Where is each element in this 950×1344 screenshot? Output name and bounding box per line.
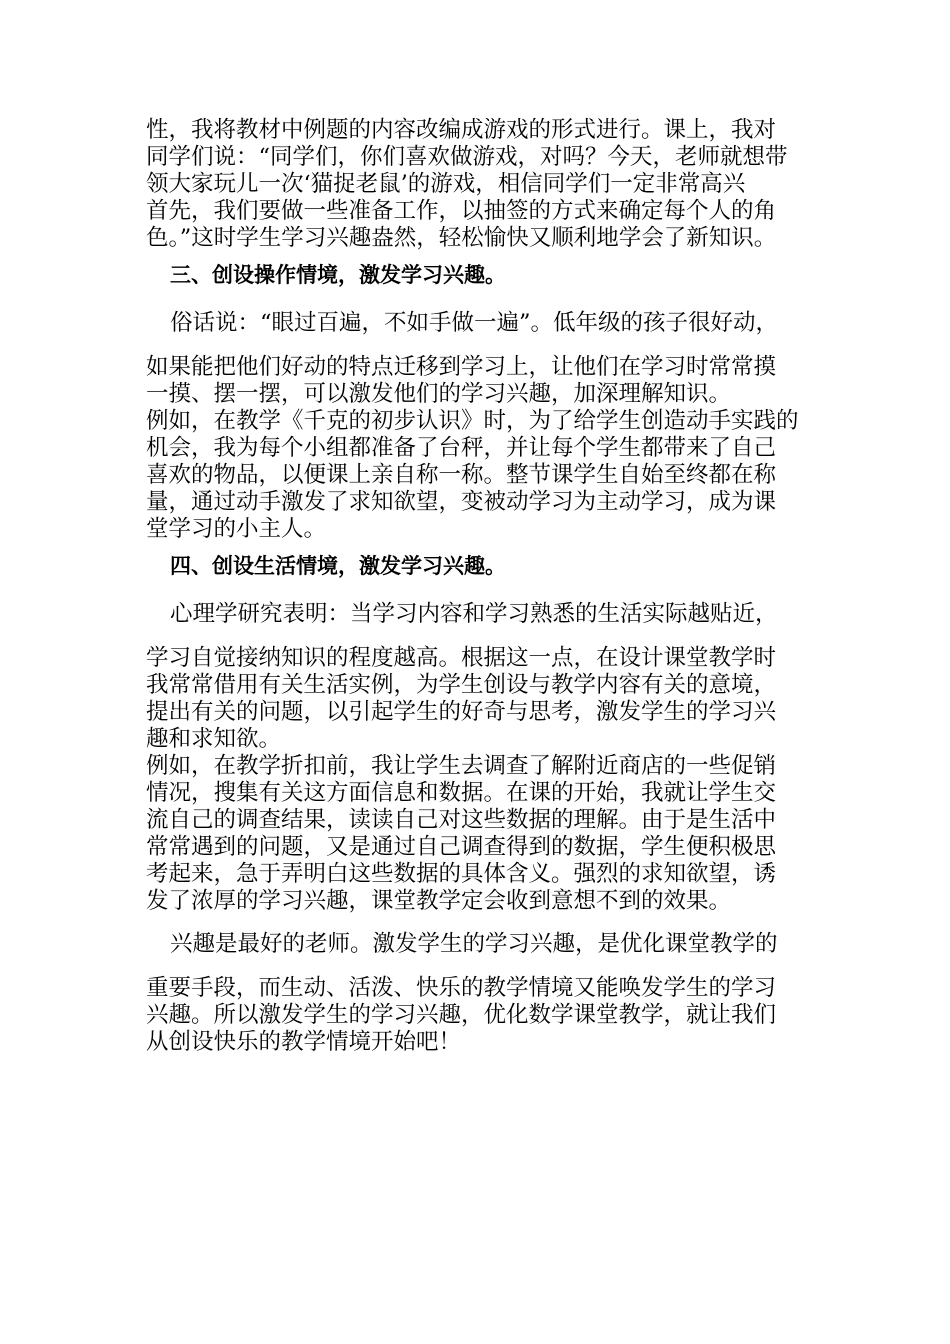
text-line: 从创设快乐的教学情境开始吧！ bbox=[146, 1029, 462, 1055]
text-line: 情况，搜集有关这方面信息和数据。在课的开始，我就让学生交 bbox=[146, 780, 777, 806]
text-line: 流自己的调查结果，读读自己对这些数据的理解。由于是生活中 bbox=[146, 807, 777, 833]
paragraph-continued bbox=[146, 117, 826, 252]
text-line: 喜欢的物品，以便课上亲自称一称。整节课学生自始至终都在称 bbox=[146, 462, 777, 488]
text-line: 我常常借用有关生活实例，为学生创设与教学内容有关的意境， bbox=[146, 672, 777, 698]
text-line: 趣和求知欲。 bbox=[146, 726, 282, 752]
paragraph-first-line: 兴趣是最好的老师。激发学生的学习兴趣，是优化课堂教学的 bbox=[170, 931, 778, 957]
text-line: 机会，我为每个小组都准备了台秤，并让每个学生都带来了自己 bbox=[146, 435, 777, 461]
text-line: 学习自觉接纳知识的程度越高。根据这一点，在设计课堂教学时 bbox=[146, 645, 777, 671]
paragraph-first-line: 俗话说：“眼过百遍，不如手做一遍”。低年级的孩子很好动， bbox=[170, 310, 779, 336]
text-line: 重要手段，而生动、活泼、快乐的教学情境又能唤发学生的学习 bbox=[146, 975, 777, 1001]
text-line: 发了浓厚的学习兴趣，课堂教学定会收到意想不到的效果。 bbox=[146, 888, 732, 914]
section-heading-3: 三、创设操作情境，激发学习兴趣。 bbox=[170, 263, 506, 287]
text-line: 堂学习的小主人。 bbox=[146, 516, 327, 542]
text-line: 量，通过动手激发了求知欲望，变被动学习为主动学习，成为课 bbox=[146, 489, 777, 515]
document-body bbox=[146, 117, 826, 1056]
section-3-paragraph bbox=[146, 310, 826, 543]
text-line: 同学们说：“同学们，你们喜欢做游戏，对吗？今天，老师就想带 bbox=[146, 144, 788, 170]
section-4-paragraph bbox=[146, 601, 826, 915]
text-line: 如果能把他们好动的特点迁移到学习上，让他们在学习时常常摸 bbox=[146, 354, 777, 380]
text-line: 一摸、摆一摆，可以激发他们的学习兴趣，加深理解知识。 bbox=[146, 381, 732, 407]
text-line: 性，我将教材中例题的内容改编成游戏的形式进行。课上，我对 bbox=[146, 117, 777, 143]
section-heading-4: 四、创设生活情境，激发学习兴趣。 bbox=[170, 554, 506, 578]
text-line: 常常遇到的问题，又是通过自己调查得到的数据，学生便积极思 bbox=[146, 834, 777, 860]
text-line: 首先，我们要做一些准备工作，以抽签的方式来确定每个人的角 bbox=[146, 198, 777, 224]
text-line: 提出有关的问题，以引起学生的好奇与思考，激发学生的学习兴 bbox=[146, 699, 777, 725]
text-line: 领大家玩儿一次‘猫捉老鼠’的游戏，相信同学们一定非常高兴 bbox=[146, 171, 746, 197]
text-line: 兴趣。所以激发学生的学习兴趣，优化数学课堂教学，就让我们 bbox=[146, 1002, 777, 1028]
text-line: 例如，在教学《千克的初步认识》时，为了给学生创造动手实践的 bbox=[146, 408, 799, 434]
text-line: 色。”这时学生学习兴趣盎然，轻松愉快又顺利地学会了新知识。 bbox=[146, 225, 777, 251]
text-line: 考起来，急于弄明白这些数据的具体含义。强烈的求知欲望，诱 bbox=[146, 861, 777, 887]
conclusion-paragraph bbox=[146, 931, 826, 1056]
paragraph-first-line: 心理学研究表明：当学习内容和学习熟悉的生活实际越贴近， bbox=[170, 601, 778, 627]
text-line: 例如，在教学折扣前，我让学生去调查了解附近商店的一些促销 bbox=[146, 753, 777, 779]
